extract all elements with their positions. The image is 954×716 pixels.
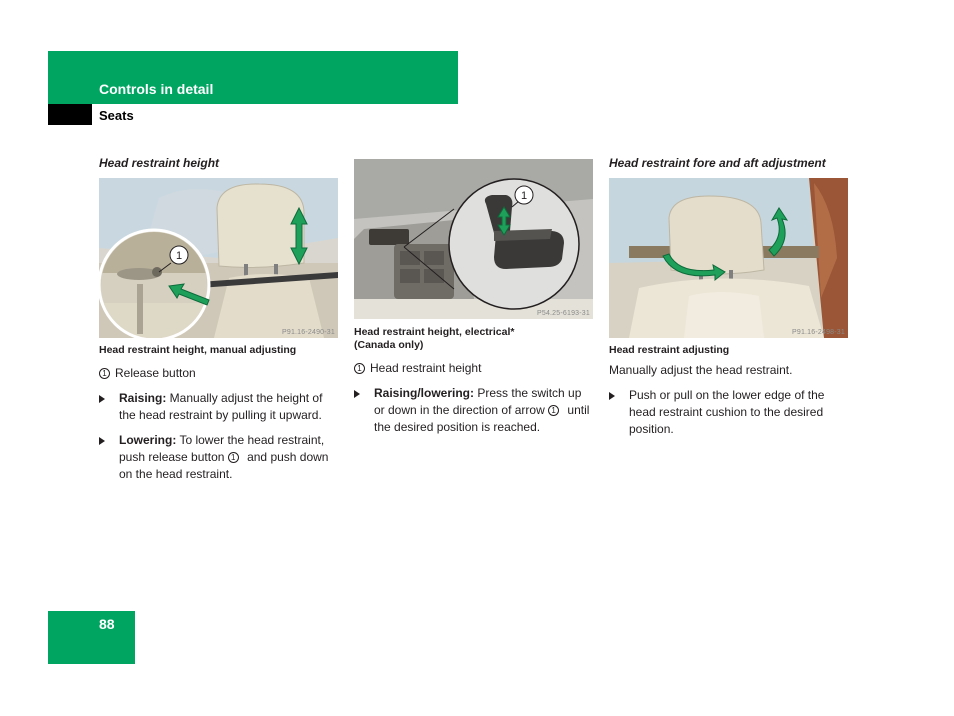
instruction-text: Manually adjust the height of the head restraint by pulling it upward. [119, 391, 323, 422]
figure-caption: Head restraint adjusting [609, 344, 730, 356]
instruction-text: To lower the head restraint, push release button [119, 433, 325, 464]
instruction-raising [99, 390, 339, 424]
caption-line: Head restraint height, electrical* [354, 326, 515, 338]
bullet-arrow-icon [99, 395, 105, 403]
legend-item [99, 365, 339, 382]
legend-item [354, 360, 594, 377]
callout-number: 1 [548, 405, 559, 416]
instruction-text: Press the switch up or down in the direction of arrow [374, 386, 582, 417]
instruction-label: Raising: [119, 391, 167, 405]
instruction-lowering [99, 432, 339, 483]
head-restraint-manual-illustration [99, 178, 338, 338]
figure-caption: Head restraint height, manual adjusting [99, 344, 297, 356]
section-title: Controls in detail [99, 81, 214, 97]
figure-code: P91.16-2490-31 [281, 329, 335, 336]
callout-number: 1 [99, 368, 110, 379]
intro-text: Manually adjust the head restraint. [609, 363, 793, 377]
callout-number: 1 [354, 363, 365, 374]
instruction-label: Lowering: [119, 433, 177, 447]
svg-text:1: 1 [520, 190, 528, 202]
callout-number: 1 [228, 452, 239, 463]
instruction-raising-lowering [354, 385, 594, 436]
head-restraint-fore-aft-illustration [609, 178, 848, 338]
page-number-box [48, 611, 135, 664]
legend-text: Head restraint height [370, 361, 482, 375]
figure-manual-head-restraint [99, 178, 338, 338]
seat-switch-illustration [354, 159, 593, 319]
bullet-arrow-icon [99, 437, 105, 445]
figure-code: P91.16-2498-31 [791, 329, 845, 336]
column-electrical-height [354, 159, 594, 436]
legend-text: Release button [115, 366, 196, 380]
bullet-arrow-icon [354, 390, 360, 398]
column-heading: Head restraint height [99, 156, 220, 170]
subsection-title: Seats [99, 108, 134, 123]
section-tab-marker [48, 104, 92, 125]
page-number: 88 [99, 616, 115, 632]
instruction-text: Push or pull on the lower edge of the head restraint cushion to the desired position. [629, 388, 825, 436]
column-heading: Head restraint fore and aft adjustment [609, 156, 826, 170]
figure-caption [354, 326, 594, 352]
instruction-text: and push down on the head restraint. [119, 450, 329, 481]
column-manual-height [99, 156, 339, 483]
figure-electrical-switch [354, 159, 593, 319]
figure-fore-aft-adjustment [609, 178, 848, 338]
instruction-text: until the desired position is reached. [374, 403, 590, 434]
column-fore-aft [609, 156, 849, 438]
figure-code: P54.25-6193-31 [536, 310, 590, 317]
caption-line: (Canada only) [354, 339, 424, 351]
instruction-label: Raising/lowering: [374, 386, 475, 400]
bullet-arrow-icon [609, 392, 615, 400]
svg-text:1: 1 [175, 250, 183, 262]
instruction-push-pull [609, 387, 849, 438]
